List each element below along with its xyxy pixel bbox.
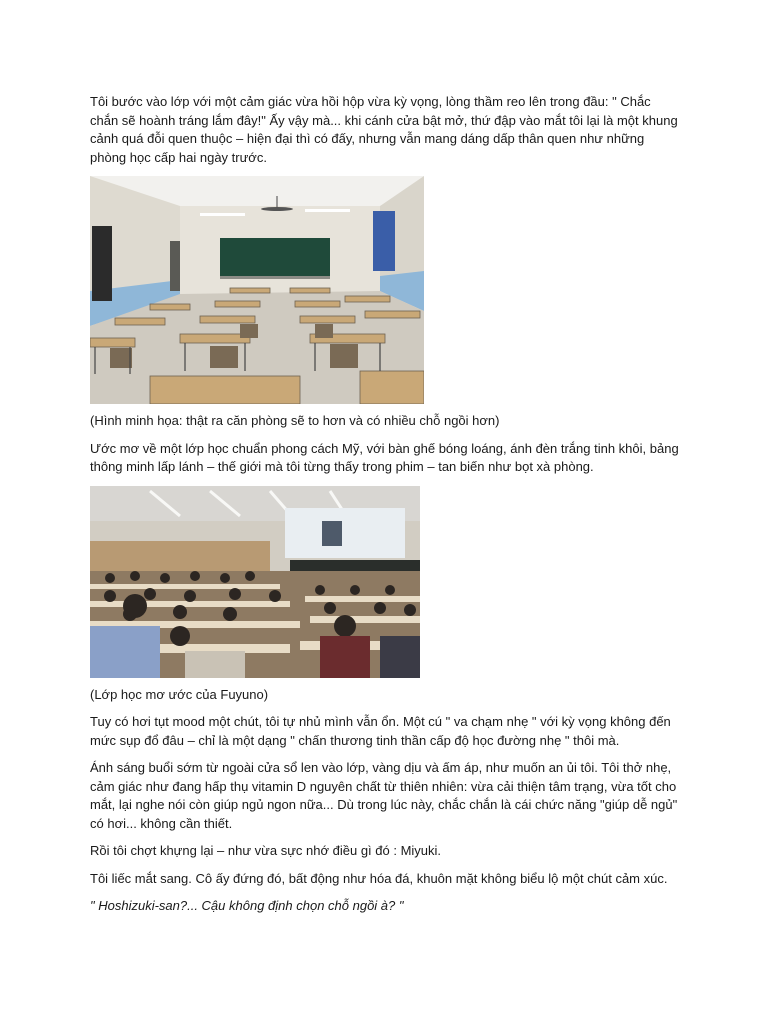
paragraph-sunlight: Ánh sáng buổi sớm từ ngoài cửa sổ len vào lớp, vàng dịu và ấm áp, như muốn an ủi tôi. Tôi thở nhẹ, cảm giác như đang hấp thụ vitamin D nguyên chất từ thiên nhiên: vừa cải thiện tâm trạng, vừa tốt cho mắt, lại nghe nói còn giúp ngủ ngon nữa... Dù trong lúc này, chắc chắn là cái chức năng "giúp dễ ngủ" có hơi... không cần thiết. (90, 760, 678, 831)
lecture-hall-photo-illustration (90, 486, 420, 678)
caption-dream-class: (Lớp học mơ ước của Fuyuno) (90, 686, 269, 702)
paragraph-dream: Ước mơ về một lớp học chuẩn phong cách Mỹ, với bàn ghế bóng loáng, ánh đèn trắng tinh khôi, bảng thông minh lấp lánh – thế giới mà tôi từng thấy trong phim – tan biến như bọt xà phòng. (90, 440, 679, 474)
lecture-hall-photo (90, 486, 420, 678)
caption-classroom: (Hình minh họa: thật ra căn phòng sẽ to hơn và có nhiều chỗ ngồi hơn) (90, 413, 500, 428)
paragraph-glance: Tôi liếc mắt sang. Cô ấy đứng đó, bất động như hóa đá, khuôn mặt không biểu lộ một chút cảm xúc. (90, 870, 668, 886)
classroom-photo (90, 176, 424, 404)
paragraph-miyuki: Rồi tôi chợt khựng lại – như vừa sực nhớ điều gì đó : Miyuki. (90, 843, 442, 858)
paragraph-mood: Tuy có hơi tụt mood một chút, tôi tự nhủ mình vẫn ổn. Một cú " va chạm nhẹ " với kỳ vọng không đến mức sụp đổ đâu – chỉ là một dạng " chấn thương tinh thần cấp độ học đường nhẹ " thôi mà. (90, 714, 671, 748)
paragraph-intro: Tôi bước vào lớp với một cảm giác vừa hồi hộp vừa kỳ vọng, lòng thầm reo lên trong đầu: " Chắc chắn sẽ hoành tráng lắm đây!" Ấy vậy mà... khi cánh cửa bật mở, thứ đập vào mắt tôi lại là một khung cảnh quá đỗi quen thuộc – hiện đại thì có đấy, nhưng vẫn mang dáng dấp thân quen như những phòng học cấp hai ngày trước. (90, 94, 678, 165)
classroom-photo-illustration (90, 176, 424, 404)
dialogue-line: " Hoshizuki-san?... Cậu không định chọn chỗ ngồi à? " (90, 898, 404, 913)
